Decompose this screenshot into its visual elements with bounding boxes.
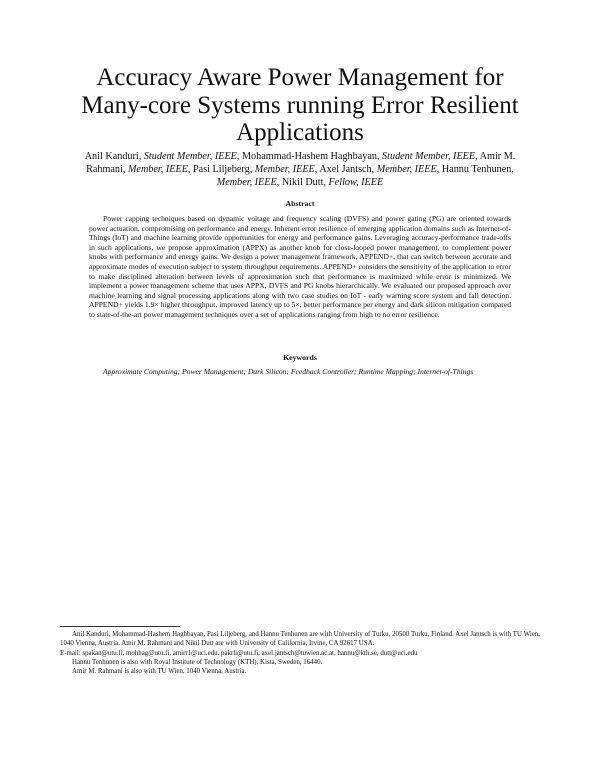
- author-role: Member, IEEE: [127, 164, 188, 176]
- author-role: Member, IEEE: [216, 177, 277, 189]
- author-name: Axel Jantsch: [319, 164, 372, 176]
- author-role: Student Member, IEEE: [143, 151, 237, 162]
- footnote-tenhunen: Hannu Tenhunen is also with Royal Institute of Technology (KTH), Kista, Sweden, 16440.: [72, 658, 323, 666]
- keywords-text: Approximate Computing; Power Management; Dark Silicon; Feedback Controller; Runtime Mapping; Internet-of-Things: [103, 367, 474, 376]
- paper-title: Accuracy Aware Power Management for Many-core Systems running Error Resilient Applications: [81, 64, 519, 146]
- footnotes: [60, 630, 540, 676]
- author-name: Anil Kanduri: [84, 151, 139, 162]
- author-role: Member, IEEE: [376, 164, 437, 176]
- author-name: Nikil Dutt: [281, 177, 324, 189]
- abstract-text: Power capping techniques based on dynamic voltage and frequency scaling (DVFS) and power gating (PG) are oriented towards power actuation, compromising on performance and energy. Inherent error resilience of emerging application domains such as Internet-of-Things (IoT) and machine learning provide opportunities for energy and performance gains. Leveraging accuracy-performance trade-offs in such applications, we propose approximation (APPX) as another knob for close-looped power management, to complement power knobs with performance and energy gains. We design a power management framework, APPEND+, that can switch between accurate and approximate modes of execution subject to system throughput requirements. APPEND+ considers the sensitivity of the application to error to make disciplined alteration between levels of approximation such that performance is maximized while error is minimized. We implement a power management scheme that uses APPX, DVFS and PG knobs hierarchically. We evaluated our proposed approach over machine learning and signal processing applications along with two case studies on IoT - early warning score system and fall detection. APPEND+ yields 1.9× higher throughput, improved latency up to 5×, better performance per energy and dark silicon mitigation compared to state-of-the-art power management techniques over a set of applications ranging from high to no error resilience.: [89, 214, 511, 319]
- footnote-divider: [60, 626, 180, 627]
- footnote-rahmani: Amir M. Rahmani is also with TU Wien, 1040 Vienna, Austria.: [72, 668, 247, 676]
- author-name: Mohammad-Hashem Haghbayan: [242, 151, 377, 162]
- abstract-heading: Abstract: [285, 199, 315, 208]
- author-name: Pasi Liljeberg: [193, 164, 250, 176]
- author-role: Member, IEEE: [254, 164, 315, 176]
- footnote-emails: E-mail: spakan@utu.fi, mohhag@utu.fi, amirr1@uci.edu, pakrli@utu.fi, axel.jantsch@tuwien.ac.at, hannu@kth.se, dutt@uci.edu: [60, 649, 418, 657]
- author-list: Anil Kanduri, Student Member, IEEE, Mohammad-Hashem Haghbayan, Student Member, IEEE, Amir M. Rahmani, Member, IEEE, Pasi Liljeberg, Member, IEEE, Axel Jantsch, Member, IEEE, Hannu Tenhunen, Member, IEEE, Nikil Dutt, Fellow, IEEE: [84, 151, 516, 189]
- footnote-affiliations: Anil Kanduri, Mohammad-Hashem Haghbayan, Pasi Liljeberg, and Hannu Tenhunen are with University of Turku, 20500 Turku, Finland. Axel Jantsch is with TU Wien, 1040 Vienna, Austria. Amir M. Rahmani and Nikil Dutt are with University of California, Irvine, CA 92617 USA.: [60, 631, 540, 648]
- author-role: Student Member, IEEE: [382, 151, 476, 162]
- author-name: Hannu Tenhunen: [441, 164, 512, 176]
- author-name: Amir M. Rahmani: [86, 151, 516, 176]
- author-role: Fellow, IEEE: [328, 177, 384, 189]
- keywords-heading: Keywords: [283, 353, 317, 362]
